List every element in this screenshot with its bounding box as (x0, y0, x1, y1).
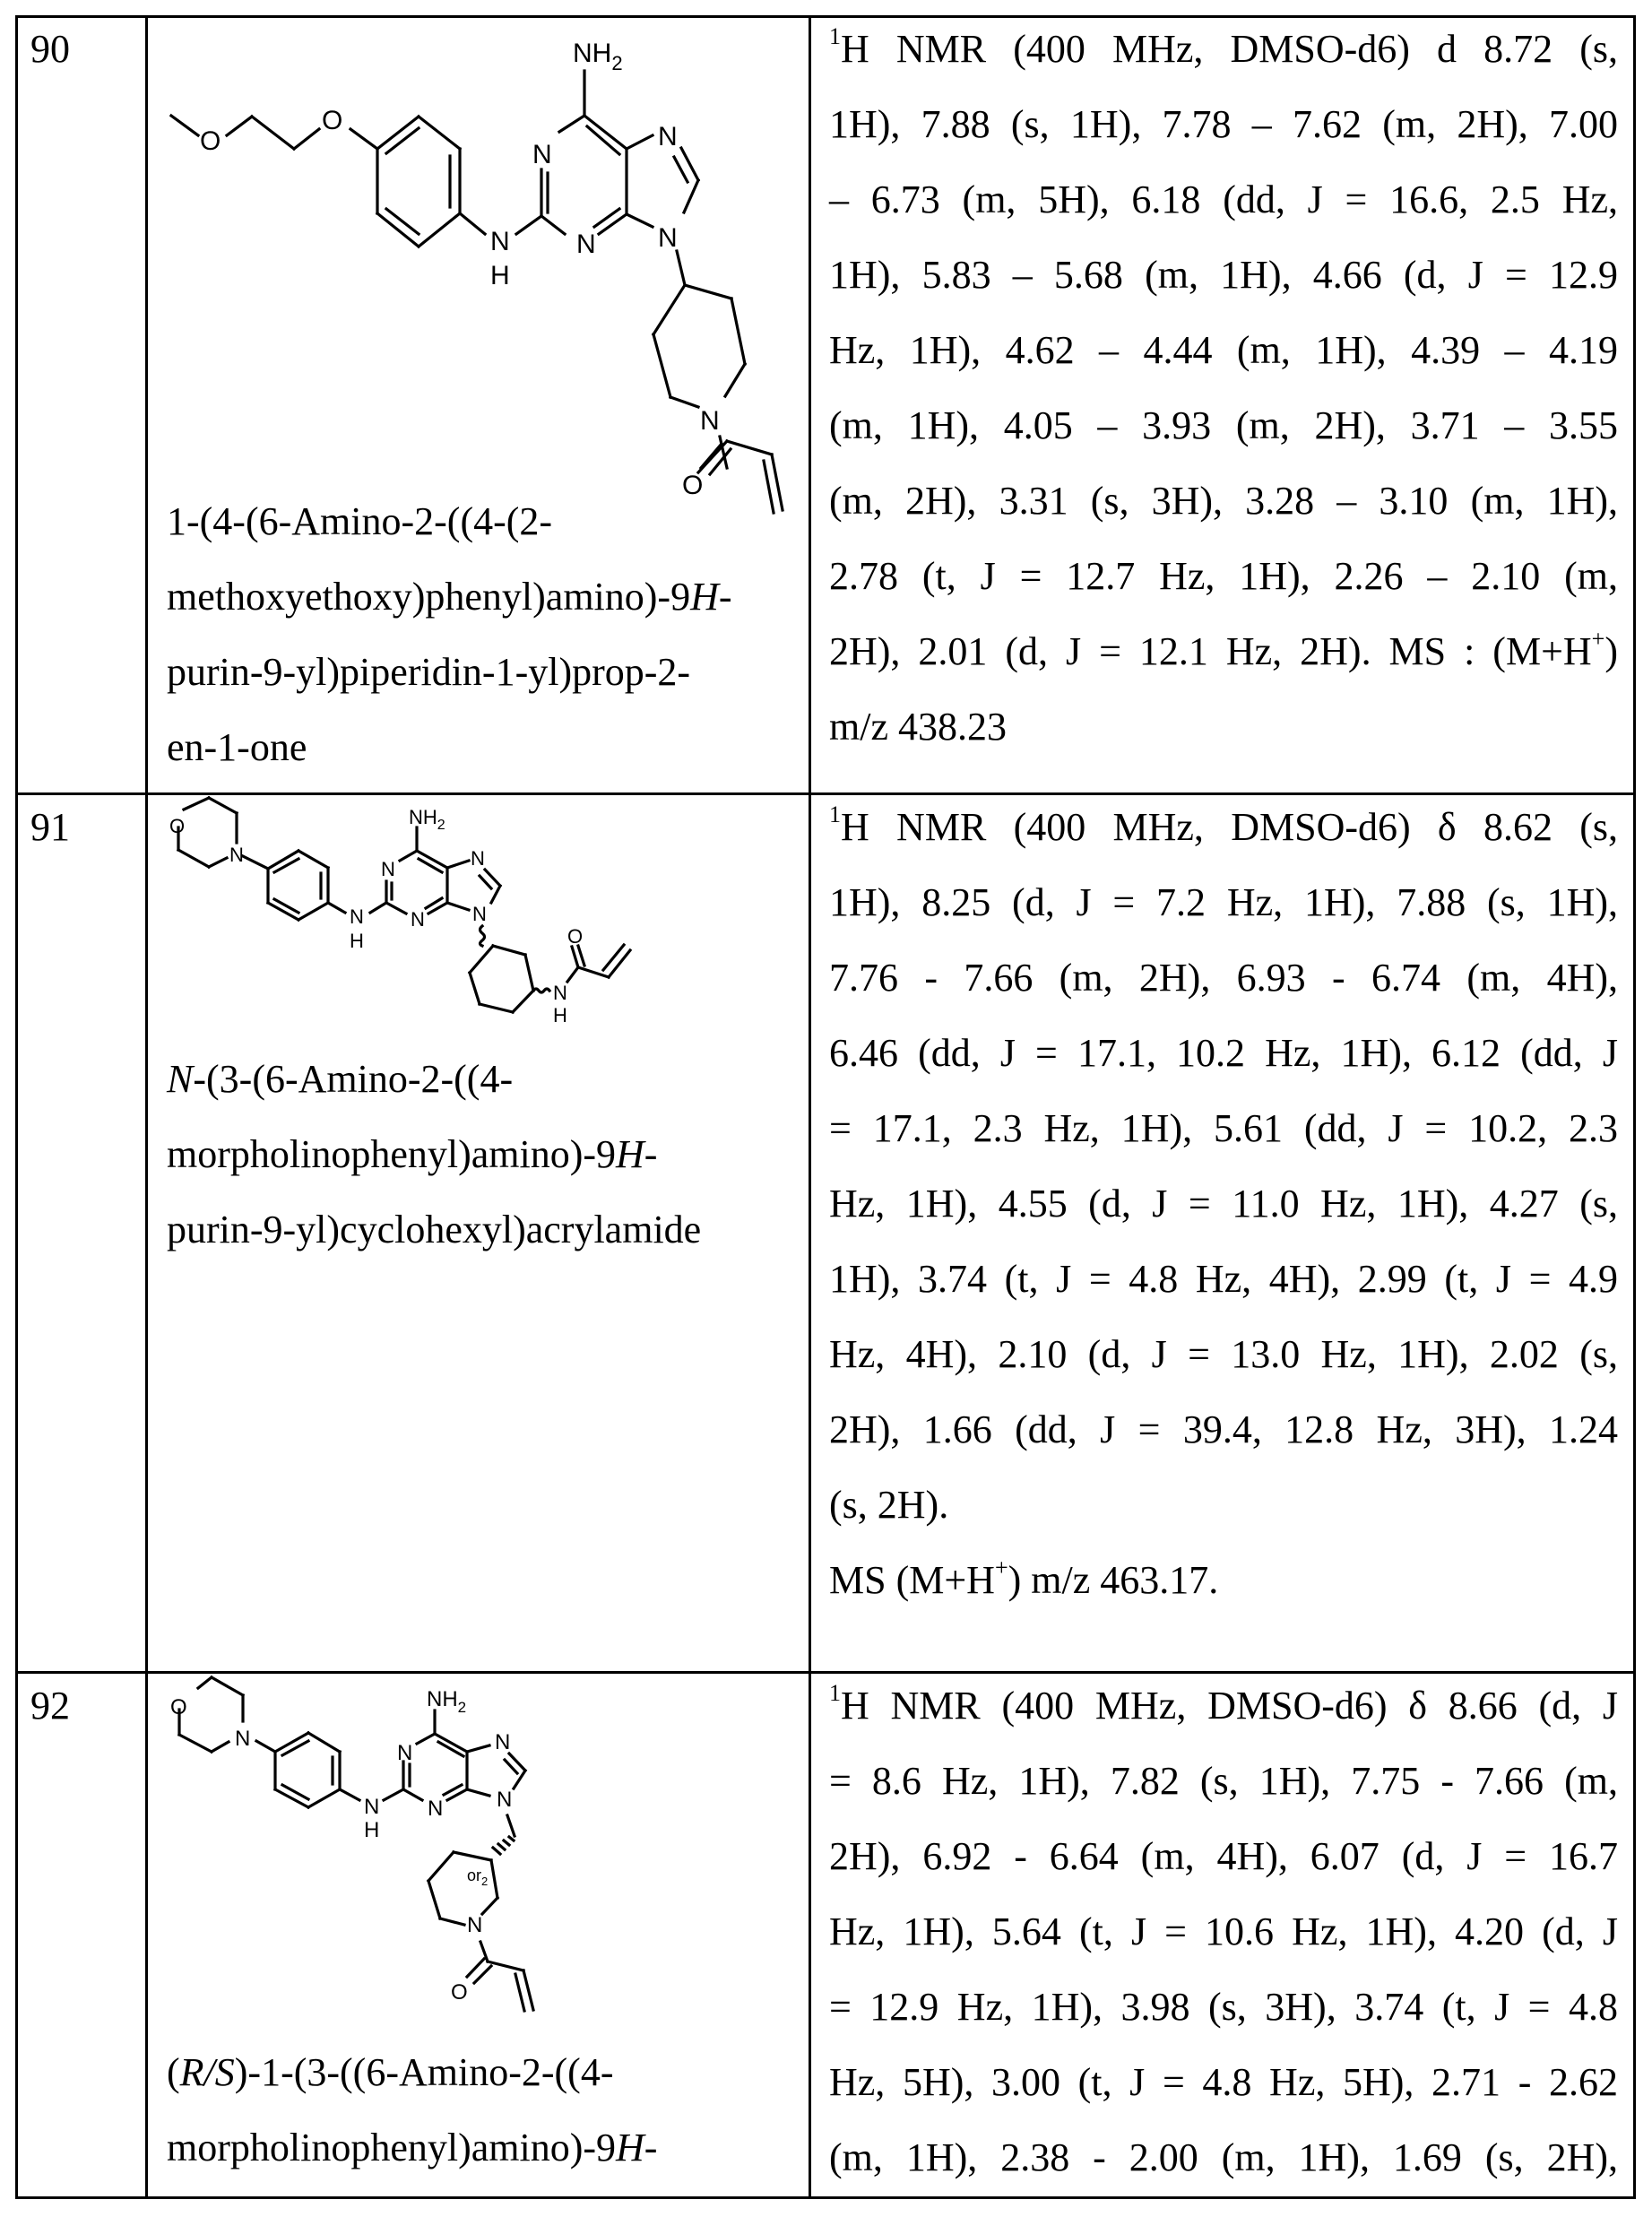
atom-o: O (169, 815, 186, 837)
atom-n: N (350, 905, 364, 928)
atom-n: N (397, 1741, 413, 1765)
amine-label: $NH_2$ (409, 806, 445, 833)
atom-n: N (428, 1797, 444, 1821)
atom-o: O (451, 1980, 468, 2005)
atom-o: O (200, 126, 221, 156)
atom-h: H (364, 1818, 380, 1842)
atom-n: N (472, 903, 487, 925)
atom-o: O (567, 925, 584, 948)
amine-label: $NH_2$ (427, 1687, 467, 1716)
compound-number: 92 (30, 1684, 70, 1728)
ms-data-91: MS (M+H+) m/z 463.17. (829, 1554, 1219, 1602)
atom-n: N (553, 982, 567, 1004)
stereo-label: $or_2$ (467, 1866, 489, 1888)
atom-n: N (532, 140, 552, 169)
atom-n: N (658, 122, 678, 152)
atom-o: O (170, 1695, 187, 1719)
atom-n: N (381, 858, 395, 880)
atom-n: N (467, 1913, 483, 1937)
atom-o: O (682, 471, 704, 500)
atom-h: H (490, 261, 510, 290)
amine-label: $NH_2$ (573, 39, 623, 74)
atom-h: H (553, 1004, 567, 1026)
atom-n: N (658, 223, 678, 253)
atom-n: N (229, 844, 244, 866)
atom-n: N (576, 229, 596, 259)
chemical-structure-91 (146, 793, 809, 1035)
atom-n: N (700, 406, 720, 436)
atom-h: H (350, 930, 364, 952)
atom-n: N (497, 1788, 513, 1812)
atom-n: N (471, 847, 485, 870)
compound-number: 90 (30, 27, 70, 71)
atom-n: N (364, 1795, 380, 1819)
atom-o: O (322, 106, 343, 135)
compound-number: 91 (30, 805, 70, 849)
chemical-structure-92 (146, 1672, 594, 2022)
atom-n: N (235, 1727, 251, 1751)
atom-n: N (490, 227, 510, 256)
atom-n: N (495, 1730, 511, 1754)
chemical-structure-90 (146, 15, 809, 500)
atom-n: N (411, 908, 425, 931)
